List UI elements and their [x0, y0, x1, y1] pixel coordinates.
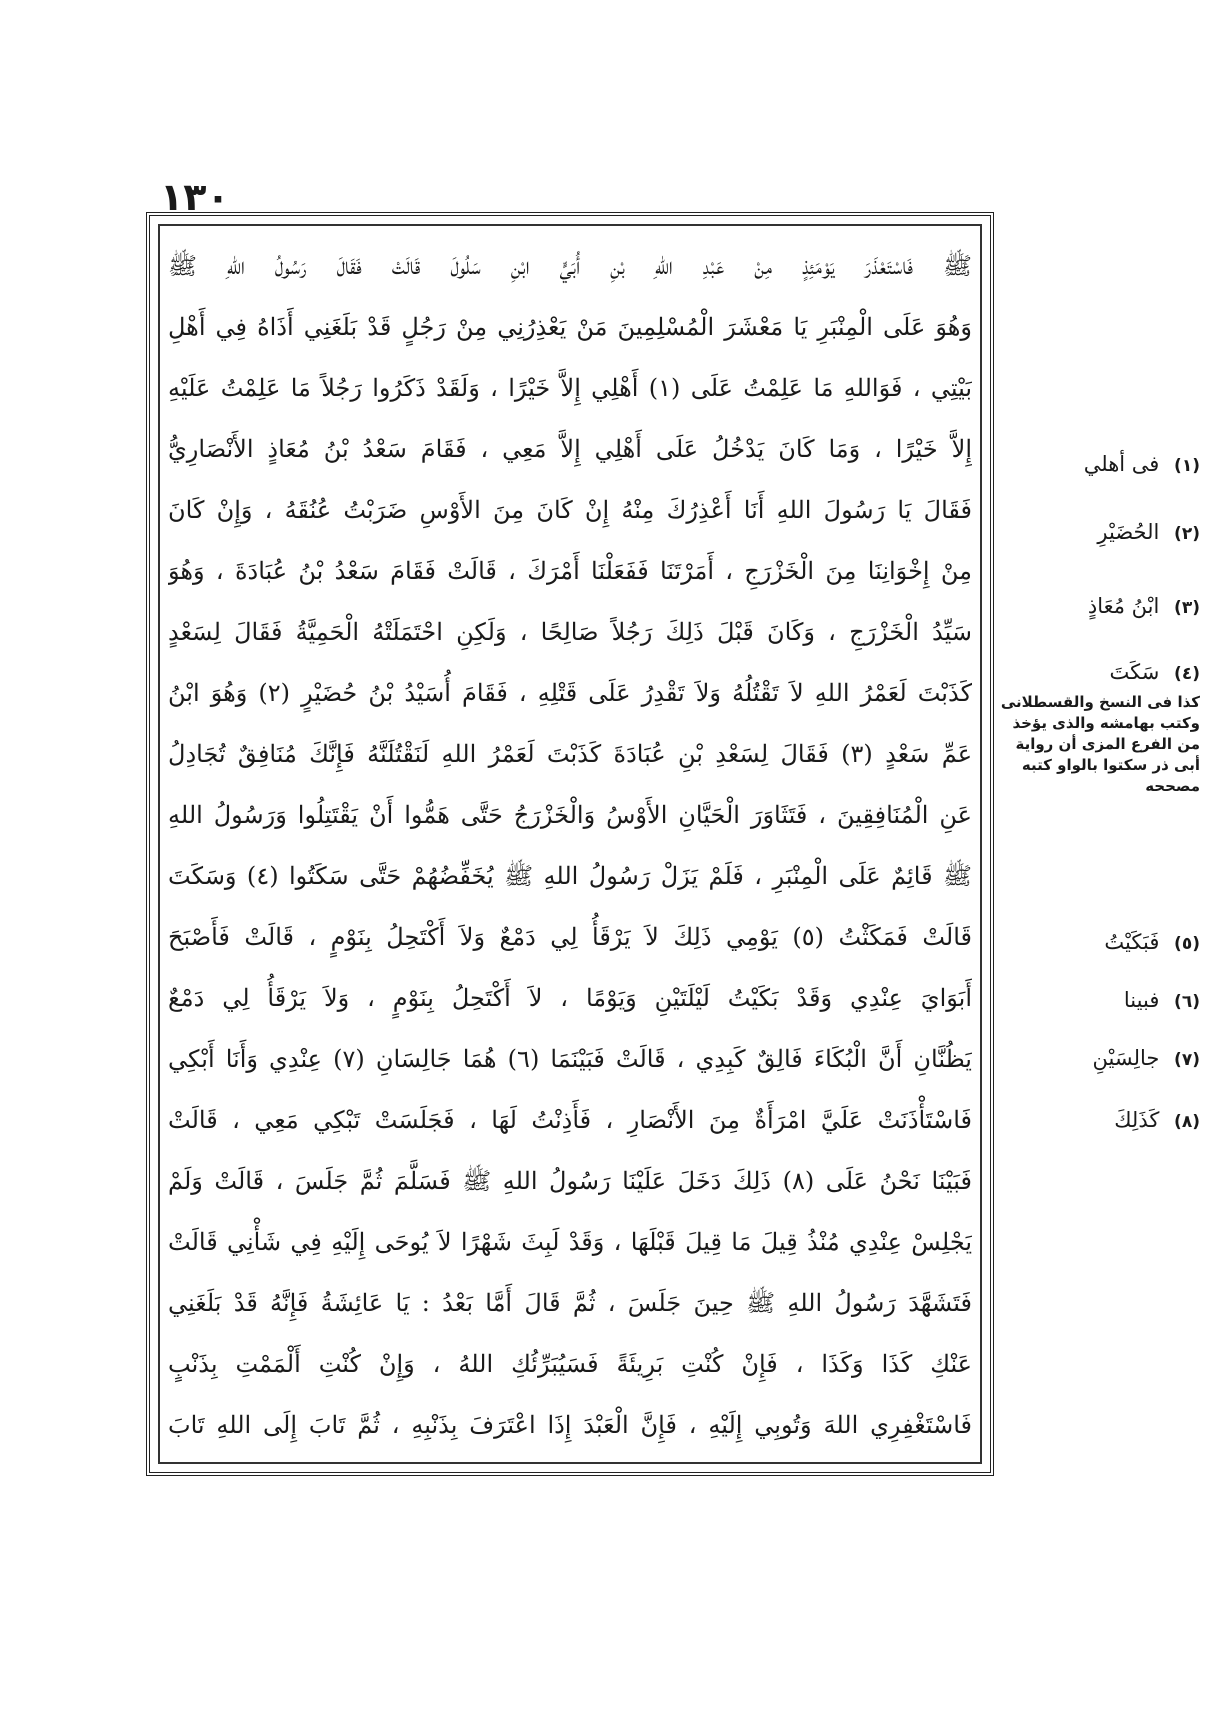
- text-line: أَبَوَايَ عِنْدِي وَقَدْ بَكَيْتُ لَيْلَتَيْنِ وَيَوْمًا ، لاَ أَكْتَحِلُ بِنَوْمٍ ، وَلاَ يَرْقَأُ لِي دَمْعٌ: [168, 984, 972, 1012]
- text-line: فَاسْتَغْفِرِي اللهَ وَتُوبِي إِلَيْهِ ، فَإِنَّ الْعَبْدَ إِذَا اعْتَرَفَ بِذَنْبِهِ ، ثُمَّ تَابَ إِلَى اللهِ تَابَ: [168, 1411, 972, 1439]
- text-line: كَذَبْتَ لَعَمْرُ اللهِ لاَ تَقْتُلُهُ وَلاَ تَقْدِرُ عَلَى قَتْلِهِ ، فَقَامَ أُسَيْدُ بْنُ حُضَيْرٍ (٢) وَهُوَ ابْنُ: [168, 679, 972, 707]
- text-line: سَيِّدُ الْخَزْرَجِ ، وَكَانَ قَبْلَ ذَلِكَ رَجُلاً صَالِحًا ، وَلَكِنِ احْتَمَلَتْهُ الْحَمِيَّةُ فَقَالَ لِسَعْدٍ: [168, 618, 972, 646]
- text-line: يَجْلِسْ عِنْدِي مُنْذُ قِيلَ مَا قِيلَ قَبْلَهَا ، وَقَدْ لَبِثَ شَهْرًا لاَ يُوحَى إِلَيْهِ فِي شَأْنِي قَالَتْ: [168, 1228, 972, 1256]
- text-line: فَبَيْنَا نَحْنُ عَلَى (٨) ذَلِكَ دَخَلَ عَلَيْنَا رَسُولُ اللهِ ﷺ فَسَلَّمَ ثُمَّ جَلَسَ ، قَالَتْ وَلَمْ: [168, 1167, 972, 1195]
- text-line: مِنْ إِخْوَانِنَا مِنَ الْخَزْرَجِ ، أَمَرْتَنَا فَفَعَلْنَا أَمْرَكَ ، قَالَتْ فَقَامَ سَعْدُ بْنُ عُبَادَةَ ، وَهُوَ: [168, 557, 972, 585]
- text-line: ﷺ فَاسْتَعْذَرَ يَوْمَئِذٍ مِنْ عَبْدِ اللهِ بْنِ أُبَيٍّ ابْنِ سَلُولَ قَالَتْ فَقَالَ رَسُولُ اللهِ ﷺ: [168, 252, 972, 280]
- text-line: عَنْكِ كَذَا وَكَذَا ، فَإِنْ كُنْتِ بَرِيئَةً فَسَيُبَرِّئُكِ اللهُ ، وَإِنْ كُنْتِ أَلْمَمْتِ بِذَنْبٍ: [168, 1350, 972, 1378]
- text-line: فَاسْتَأْذَنَتْ عَلَيَّ امْرَأَةٌ مِنَ الأَنْصَارِ ، فَأَذِنْتُ لَهَا ، فَجَلَسَتْ تَبْكِي مَعِي ، قَالَتْ: [168, 1106, 972, 1134]
- margin-notes: [1000, 452, 1200, 1452]
- margin-note-text: فى أهلي: [1083, 452, 1160, 476]
- text-line: فَقَالَ يَا رَسُولَ اللهِ أَنَا أَعْذِرُكَ مِنْهُ إِنْ كَانَ مِنَ الأَوْسِ ضَرَبْتُ عُنُقَهُ ، وَإِنْ كَانَ: [168, 496, 972, 524]
- text-line: وَهُوَ عَلَى الْمِنْبَرِ يَا مَعْشَرَ الْمُسْلِمِينَ مَنْ يَعْذِرُنِي مِنْ رَجُلٍ قَدْ بَلَغَنِي أَذَاهُ فِي أَهْلِ: [168, 313, 972, 341]
- margin-note: [1030, 930, 1200, 954]
- margin-note: [1030, 660, 1200, 684]
- margin-comment: [962, 692, 1200, 797]
- margin-note: [1030, 452, 1200, 476]
- margin-note-number: (٢): [1174, 524, 1200, 544]
- text-line: يَظُنَّانِ أَنَّ الْبُكَاءَ فَالِقٌ كَبِدِي ، قَالَتْ فَبَيْنَمَا (٦) هُمَا جَالِسَانِ (٧) عِنْدِي وَأَنَا أَبْكِي: [168, 1045, 972, 1073]
- margin-note: [1030, 594, 1200, 618]
- margin-note-number: (٥): [1174, 934, 1200, 954]
- text-line: فَتَشَهَّدَ رَسُولُ اللهِ ﷺ حِينَ جَلَسَ ، ثُمَّ قَالَ أَمَّا بَعْدُ : يَا عَائِشَةُ فَإِنَّهُ قَدْ بَلَغَنِي: [168, 1289, 972, 1317]
- margin-note-text: جالِسَيْنِ: [1092, 1046, 1160, 1070]
- margin-note-text: كَذَلِكَ: [1114, 1108, 1160, 1132]
- margin-note-text: فبينا: [1123, 988, 1160, 1012]
- margin-comment-line: من الفرع المزى أن رواية: [1015, 735, 1200, 753]
- main-text-block: [168, 236, 972, 1456]
- margin-note-number: (٨): [1174, 1112, 1200, 1132]
- margin-note-text: ابْنُ مُعَاذٍ: [1087, 594, 1160, 618]
- text-line: عَنِ الْمُنَافِقِينَ ، فَتَثَاوَرَ الْحَيَّانِ الأَوْسُ وَالْخَزْرَجُ حَتَّى هَمُّوا أَنْ يَقْتَتِلُوا وَرَسُولُ اللهِ: [168, 801, 972, 829]
- margin-note-number: (٤): [1174, 664, 1200, 684]
- margin-comment-line: وكتب بهامشه والذى يؤخذ: [1012, 714, 1200, 732]
- margin-note: [1030, 1046, 1200, 1070]
- margin-comment-line: كذا فى النسخ والقسطلانى: [1000, 693, 1200, 711]
- margin-note-number: (٧): [1174, 1050, 1200, 1070]
- margin-comment-line: أبى ذر سكتوا بالواو كتبه: [1021, 756, 1200, 774]
- margin-comment-line: مصححه: [1145, 777, 1200, 795]
- text-line: إِلاَّ خَيْرًا ، وَمَا كَانَ يَدْخُلُ عَلَى أَهْلِي إِلاَّ مَعِي ، فَقَامَ سَعْدُ بْنُ مُعَاذٍ الأَنْصَارِيُّ: [168, 435, 972, 463]
- margin-note-number: (٣): [1174, 598, 1200, 618]
- margin-note-text: الحُضَيْرِ: [1097, 520, 1160, 544]
- margin-note-number: (٦): [1174, 992, 1200, 1012]
- text-line: بَيْتِي ، فَوَاللهِ مَا عَلِمْتُ عَلَى (١) أَهْلِي إِلاَّ خَيْرًا ، وَلَقَدْ ذَكَرُوا رَجُلاً مَا عَلِمْتُ عَلَيْهِ: [168, 374, 972, 402]
- margin-note: [1030, 520, 1200, 544]
- margin-note-text: فَبَكَيْتُ: [1104, 930, 1160, 954]
- margin-note-text: سَكَتَ: [1109, 660, 1160, 684]
- text-line: عَمِّ سَعْدٍ (٣) فَقَالَ لِسَعْدِ بْنِ عُبَادَةَ كَذَبْتَ لَعَمْرُ اللهِ لَنَقْتُلَنَّهُ فَإِنَّكَ مُنَافِقٌ تُجَادِلُ: [168, 740, 972, 768]
- text-line: قَالَتْ فَمَكَثْتُ (٥) يَوْمِي ذَلِكَ لاَ يَرْقَأُ لِي دَمْعٌ وَلاَ أَكْتَحِلُ بِنَوْمٍ ، قَالَتْ فَأَصْبَحَ: [168, 923, 972, 951]
- page-number: ١٣٠: [160, 175, 230, 219]
- text-line: ﷺ قَائِمٌ عَلَى الْمِنْبَرِ ، فَلَمْ يَزَلْ رَسُولُ اللهِ ﷺ يُخَفِّضُهُمْ حَتَّى سَكَتُوا (٤) وَسَكَتَ: [168, 862, 972, 890]
- margin-note: [1030, 988, 1200, 1012]
- margin-note-number: (١): [1174, 456, 1200, 476]
- margin-note: [1030, 1108, 1200, 1132]
